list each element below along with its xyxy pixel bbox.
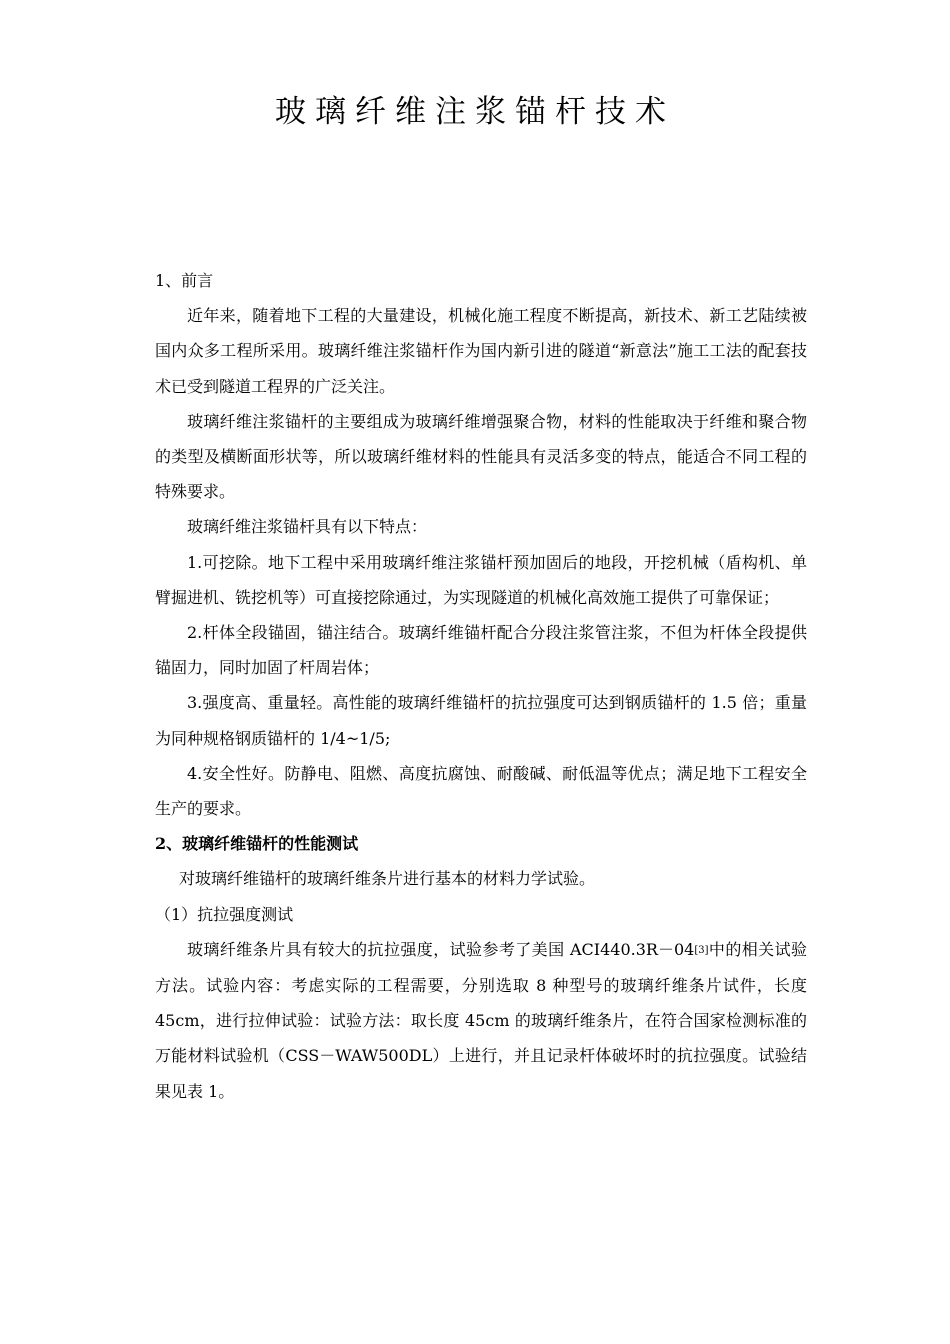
document-body xyxy=(155,263,807,1109)
paragraph-text: 中的相关试验方法。试验内容：考虑实际的工程需要，分别选取 8 种型号的玻璃纤维条片试件，长度 45cm，进行拉伸试验：试验方法：取长度 45cm 的玻璃纤维条片，在符合国家检测标准的万能材料试验机（CSS－WAW500DL）上进行，并且记录杆体破坏时的抗拉强度。试验结果见表 1。 xyxy=(155,939,807,1101)
document-title: 玻璃纤维注浆锚杆技术 xyxy=(275,94,675,130)
paragraph-text: 玻璃纤维条片具有较大的抗拉强度，试验参考了美国 ACI440.3R－04 xyxy=(187,939,695,959)
section-heading-preface: 1、前言 xyxy=(155,271,214,290)
section-heading-performance-test: 2、玻璃纤维锚杆的性能测试 xyxy=(155,834,359,854)
paragraph: 玻璃纤维注浆锚杆的主要组成为玻璃纤维增强聚合物，材料的性能取决于纤维和聚合物的类型及横断面形状等，所以玻璃纤维材料的性能具有灵活多变的特点，能适合不同工程的特殊要求。 xyxy=(155,411,807,502)
list-item: 2.杆体全段锚固，锚注结合。玻璃纤维锚杆配合分段注浆管注浆，不但为杆体全段提供锚固力，同时加固了杆周岩体； xyxy=(155,623,807,678)
list-item: 1.可挖除。地下工程中采用玻璃纤维注浆锚杆预加固后的地段，开挖机械（盾构机、单臂掘进机、铣挖机等）可直接挖除通过，为实现隧道的机械化高效施工提供了可靠保证； xyxy=(155,552,807,607)
paragraph xyxy=(155,932,807,1109)
subsection-heading-tensile-test: （1）抗拉强度测试 xyxy=(155,904,294,924)
list-item: 4.安全性好。防静电、阻燃、高度抗腐蚀、耐酸碱、耐低温等优点；满足地下工程安全生产的要求。 xyxy=(155,763,807,819)
paragraph: 对玻璃纤维锚杆的玻璃纤维条片进行基本的材料力学试验。 xyxy=(179,869,596,889)
paragraph: 玻璃纤维注浆锚杆具有以下特点： xyxy=(187,517,428,537)
list-item: 3.强度高、重量轻。高性能的玻璃纤维锚杆的抗拉强度可达到钢质锚杆的 1.5 倍；重量为同种规格钢质锚杆的 1/4~1/5; xyxy=(155,693,807,748)
paragraph: 近年来，随着地下工程的大量建设，机械化施工程度不断提高，新技术、新工艺陆续被国内众多工程所采用。玻璃纤维注浆锚杆作为国内新引进的隧道“新意法”施工工法的配套技术已受到隧道工程界的广泛关注。 xyxy=(155,306,807,396)
citation-reference: [3] xyxy=(694,944,709,956)
